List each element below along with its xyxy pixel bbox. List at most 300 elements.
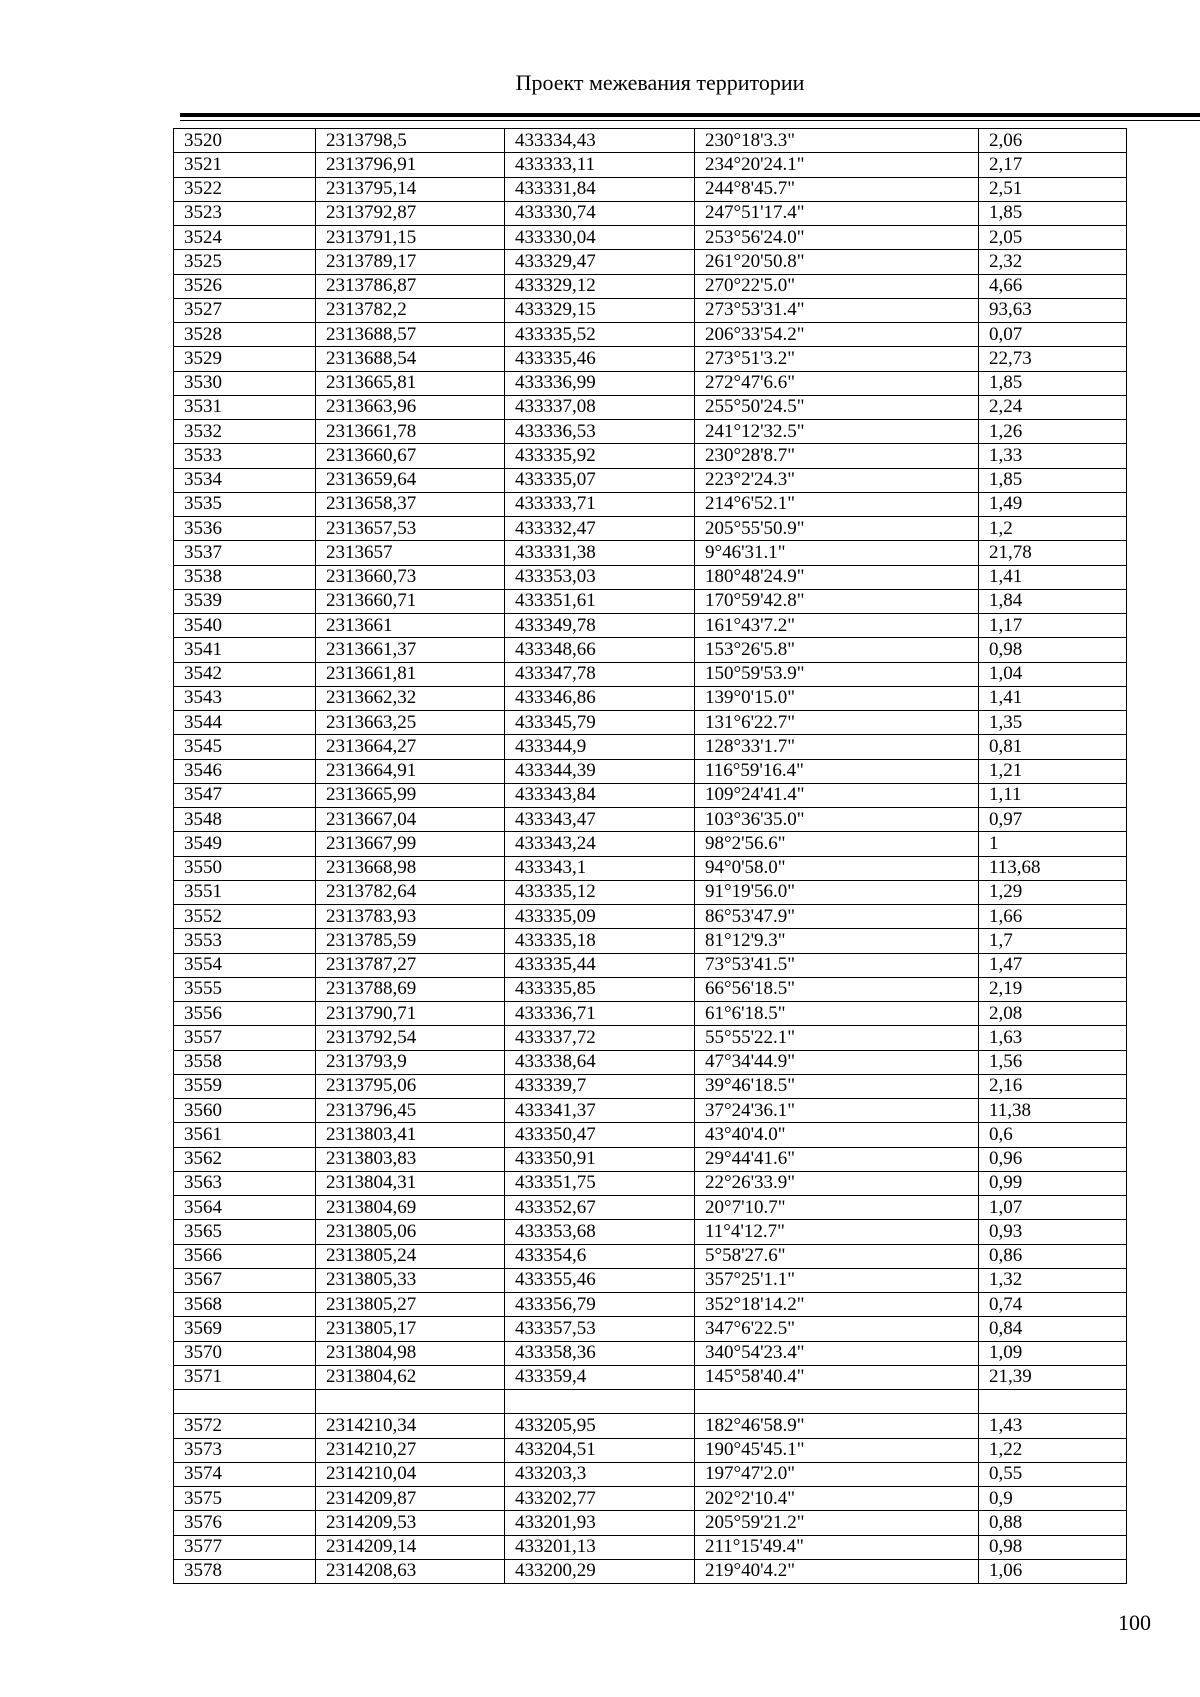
bearing-cell: 247°51'17.4" bbox=[695, 201, 979, 225]
table-row bbox=[174, 298, 1127, 322]
y-coordinate-cell: 433335,44 bbox=[505, 953, 695, 977]
bearing-cell: 47°34'44.9" bbox=[695, 1050, 979, 1074]
x-coordinate-cell: 2313805,17 bbox=[316, 1317, 505, 1341]
bearing-cell: 273°51'3.2" bbox=[695, 347, 979, 371]
x-coordinate-cell: 2314210,04 bbox=[316, 1462, 505, 1486]
x-coordinate-cell: 2314210,34 bbox=[316, 1414, 505, 1438]
y-coordinate-cell: 433343,24 bbox=[505, 832, 695, 856]
x-coordinate-cell: 2313805,27 bbox=[316, 1293, 505, 1317]
table-row bbox=[174, 226, 1127, 250]
point-number-cell: 3522 bbox=[174, 177, 316, 201]
y-coordinate-cell: 433335,52 bbox=[505, 323, 695, 347]
point-number-cell: 3558 bbox=[174, 1050, 316, 1074]
y-coordinate-cell: 433343,1 bbox=[505, 856, 695, 880]
table-row bbox=[174, 1293, 1127, 1317]
distance-cell: 0,86 bbox=[979, 1244, 1127, 1268]
bearing-cell: 261°20'50.8" bbox=[695, 250, 979, 274]
point-number-cell: 3573 bbox=[174, 1438, 316, 1462]
point-number-cell: 3538 bbox=[174, 565, 316, 589]
y-coordinate-cell: 433334,43 bbox=[505, 129, 695, 153]
distance-cell: 1,29 bbox=[979, 880, 1127, 904]
bearing-cell: 202°2'10.4" bbox=[695, 1487, 979, 1511]
point-number-cell: 3536 bbox=[174, 517, 316, 541]
table-row bbox=[174, 274, 1127, 298]
point-number-cell: 3568 bbox=[174, 1293, 316, 1317]
table-row bbox=[174, 1002, 1127, 1026]
point-number-cell: 3554 bbox=[174, 953, 316, 977]
y-coordinate-cell: 433336,71 bbox=[505, 1002, 695, 1026]
x-coordinate-cell: 2313661 bbox=[316, 614, 505, 638]
table-row bbox=[174, 686, 1127, 710]
table-row bbox=[174, 1390, 1127, 1414]
x-coordinate-cell: 2313793,9 bbox=[316, 1050, 505, 1074]
y-coordinate-cell: 433332,47 bbox=[505, 517, 695, 541]
distance-cell: 1,63 bbox=[979, 1026, 1127, 1050]
point-number-cell: 3564 bbox=[174, 1196, 316, 1220]
distance-cell: 0,6 bbox=[979, 1123, 1127, 1147]
y-coordinate-cell: 433344,39 bbox=[505, 759, 695, 783]
x-coordinate-cell: 2313665,99 bbox=[316, 783, 505, 807]
point-number-cell: 3574 bbox=[174, 1462, 316, 1486]
bearing-cell: 205°59'21.2" bbox=[695, 1511, 979, 1535]
y-coordinate-cell: 433335,07 bbox=[505, 468, 695, 492]
y-coordinate-cell: 433333,11 bbox=[505, 153, 695, 177]
x-coordinate-cell: 2314208,63 bbox=[316, 1559, 505, 1583]
bearing-cell: 73°53'41.5" bbox=[695, 953, 979, 977]
bearing-cell: 357°25'1.1" bbox=[695, 1268, 979, 1292]
x-coordinate-cell: 2313688,54 bbox=[316, 347, 505, 371]
y-coordinate-cell: 433329,47 bbox=[505, 250, 695, 274]
page-number: 100 bbox=[1118, 1610, 1151, 1635]
table-row bbox=[174, 1341, 1127, 1365]
distance-cell: 0,81 bbox=[979, 735, 1127, 759]
table-row bbox=[174, 1196, 1127, 1220]
point-number-cell: 3578 bbox=[174, 1559, 316, 1583]
bearing-cell: 255°50'24.5" bbox=[695, 395, 979, 419]
table-row bbox=[174, 492, 1127, 516]
table-row bbox=[174, 1487, 1127, 1511]
table-row bbox=[174, 1220, 1127, 1244]
header-rule-thin bbox=[180, 120, 1200, 121]
distance-cell: 1,41 bbox=[979, 565, 1127, 589]
y-coordinate-cell: 433338,64 bbox=[505, 1050, 695, 1074]
table-row bbox=[174, 1559, 1127, 1583]
y-coordinate-cell: 433344,9 bbox=[505, 735, 695, 759]
point-number-cell: 3526 bbox=[174, 274, 316, 298]
x-coordinate-cell: 2313664,27 bbox=[316, 735, 505, 759]
distance-cell: 1,49 bbox=[979, 492, 1127, 516]
bearing-cell: 241°12'32.5" bbox=[695, 420, 979, 444]
x-coordinate-cell: 2313805,24 bbox=[316, 1244, 505, 1268]
table-row bbox=[174, 662, 1127, 686]
bearing-cell: 66°56'18.5" bbox=[695, 977, 979, 1001]
distance-cell: 2,16 bbox=[979, 1074, 1127, 1098]
bearing-cell: 103°36'35.0" bbox=[695, 808, 979, 832]
table-row bbox=[174, 177, 1127, 201]
distance-cell: 21,39 bbox=[979, 1365, 1127, 1389]
x-coordinate-cell: 2313661,81 bbox=[316, 662, 505, 686]
point-number-cell: 3570 bbox=[174, 1341, 316, 1365]
bearing-cell: 211°15'49.4" bbox=[695, 1535, 979, 1559]
y-coordinate-cell: 433331,84 bbox=[505, 177, 695, 201]
x-coordinate-cell: 2313788,69 bbox=[316, 977, 505, 1001]
x-coordinate-cell: 2313796,91 bbox=[316, 153, 505, 177]
x-coordinate-cell: 2313667,04 bbox=[316, 808, 505, 832]
distance-cell: 4,66 bbox=[979, 274, 1127, 298]
y-coordinate-cell: 433205,95 bbox=[505, 1414, 695, 1438]
x-coordinate-cell: 2313785,59 bbox=[316, 929, 505, 953]
table-row bbox=[174, 1123, 1127, 1147]
x-coordinate-cell: 2314209,87 bbox=[316, 1487, 505, 1511]
x-coordinate-cell: 2313796,45 bbox=[316, 1099, 505, 1123]
y-coordinate-cell: 433201,93 bbox=[505, 1511, 695, 1535]
bearing-cell: 244°8'45.7" bbox=[695, 177, 979, 201]
table-row bbox=[174, 832, 1127, 856]
point-number-cell: 3530 bbox=[174, 371, 316, 395]
y-coordinate-cell: 433203,3 bbox=[505, 1462, 695, 1486]
x-coordinate-cell: 2313795,14 bbox=[316, 177, 505, 201]
bearing-cell: 347°6'22.5" bbox=[695, 1317, 979, 1341]
y-coordinate-cell: 433329,12 bbox=[505, 274, 695, 298]
distance-cell: 0,88 bbox=[979, 1511, 1127, 1535]
point-number-cell bbox=[174, 1390, 316, 1414]
distance-cell: 11,38 bbox=[979, 1099, 1127, 1123]
distance-cell: 2,17 bbox=[979, 153, 1127, 177]
distance-cell: 93,63 bbox=[979, 298, 1127, 322]
point-number-cell: 3551 bbox=[174, 880, 316, 904]
point-number-cell: 3577 bbox=[174, 1535, 316, 1559]
distance-cell: 0,74 bbox=[979, 1293, 1127, 1317]
point-number-cell: 3541 bbox=[174, 638, 316, 662]
point-number-cell: 3575 bbox=[174, 1487, 316, 1511]
point-number-cell: 3566 bbox=[174, 1244, 316, 1268]
x-coordinate-cell: 2313663,96 bbox=[316, 395, 505, 419]
bearing-cell: 182°46'58.9" bbox=[695, 1414, 979, 1438]
distance-cell: 113,68 bbox=[979, 856, 1127, 880]
bearing-cell bbox=[695, 1390, 979, 1414]
table-row bbox=[174, 880, 1127, 904]
table-row bbox=[174, 153, 1127, 177]
table-row bbox=[174, 1317, 1127, 1341]
y-coordinate-cell: 433330,04 bbox=[505, 226, 695, 250]
y-coordinate-cell: 433335,18 bbox=[505, 929, 695, 953]
y-coordinate-cell: 433336,99 bbox=[505, 371, 695, 395]
table-row bbox=[174, 395, 1127, 419]
distance-cell: 1,7 bbox=[979, 929, 1127, 953]
point-number-cell: 3532 bbox=[174, 420, 316, 444]
point-number-cell: 3542 bbox=[174, 662, 316, 686]
x-coordinate-cell: 2313657 bbox=[316, 541, 505, 565]
point-number-cell: 3576 bbox=[174, 1511, 316, 1535]
bearing-cell: 145°58'40.4" bbox=[695, 1365, 979, 1389]
page-title: Проект межевания территории bbox=[515, 70, 805, 95]
table-row bbox=[174, 323, 1127, 347]
table-row bbox=[174, 977, 1127, 1001]
x-coordinate-cell: 2314209,14 bbox=[316, 1535, 505, 1559]
x-coordinate-cell: 2314209,53 bbox=[316, 1511, 505, 1535]
y-coordinate-cell: 433351,75 bbox=[505, 1171, 695, 1195]
bearing-cell: 98°2'56.6" bbox=[695, 832, 979, 856]
x-coordinate-cell: 2313792,87 bbox=[316, 201, 505, 225]
x-coordinate-cell: 2313789,17 bbox=[316, 250, 505, 274]
bearing-cell: 5°58'27.6" bbox=[695, 1244, 979, 1268]
distance-cell: 2,51 bbox=[979, 177, 1127, 201]
x-coordinate-cell: 2313804,98 bbox=[316, 1341, 505, 1365]
distance-cell: 0,93 bbox=[979, 1220, 1127, 1244]
header-rule-thick bbox=[180, 113, 1200, 117]
table-row bbox=[174, 1026, 1127, 1050]
bearing-cell: 61°6'18.5" bbox=[695, 1002, 979, 1026]
distance-cell: 1,04 bbox=[979, 662, 1127, 686]
bearing-cell: 39°46'18.5" bbox=[695, 1074, 979, 1098]
bearing-cell: 190°45'45.1" bbox=[695, 1438, 979, 1462]
point-number-cell: 3543 bbox=[174, 686, 316, 710]
bearing-cell: 153°26'5.8" bbox=[695, 638, 979, 662]
distance-cell: 1,07 bbox=[979, 1196, 1127, 1220]
x-coordinate-cell: 2313665,81 bbox=[316, 371, 505, 395]
distance-cell: 1,21 bbox=[979, 759, 1127, 783]
coordinates-table-body bbox=[174, 129, 1127, 1584]
y-coordinate-cell: 433350,91 bbox=[505, 1147, 695, 1171]
y-coordinate-cell: 433349,78 bbox=[505, 614, 695, 638]
bearing-cell: 37°24'36.1" bbox=[695, 1099, 979, 1123]
table-row bbox=[174, 589, 1127, 613]
table-row bbox=[174, 735, 1127, 759]
point-number-cell: 3555 bbox=[174, 977, 316, 1001]
distance-cell: 2,08 bbox=[979, 1002, 1127, 1026]
distance-cell: 0,99 bbox=[979, 1171, 1127, 1195]
table-row bbox=[174, 929, 1127, 953]
x-coordinate-cell: 2313795,06 bbox=[316, 1074, 505, 1098]
bearing-cell: 109°24'41.4" bbox=[695, 783, 979, 807]
y-coordinate-cell: 433351,61 bbox=[505, 589, 695, 613]
distance-cell: 1,47 bbox=[979, 953, 1127, 977]
point-number-cell: 3544 bbox=[174, 711, 316, 735]
x-coordinate-cell: 2313667,99 bbox=[316, 832, 505, 856]
point-number-cell: 3527 bbox=[174, 298, 316, 322]
distance-cell bbox=[979, 1390, 1127, 1414]
table-row bbox=[174, 129, 1127, 153]
y-coordinate-cell bbox=[505, 1390, 695, 1414]
x-coordinate-cell: 2313663,25 bbox=[316, 711, 505, 735]
x-coordinate-cell: 2313658,37 bbox=[316, 492, 505, 516]
table-row bbox=[174, 1365, 1127, 1389]
x-coordinate-cell: 2313661,78 bbox=[316, 420, 505, 444]
x-coordinate-cell: 2313798,5 bbox=[316, 129, 505, 153]
table-row bbox=[174, 1074, 1127, 1098]
y-coordinate-cell: 433353,68 bbox=[505, 1220, 695, 1244]
point-number-cell: 3546 bbox=[174, 759, 316, 783]
x-coordinate-cell: 2313804,62 bbox=[316, 1365, 505, 1389]
point-number-cell: 3563 bbox=[174, 1171, 316, 1195]
point-number-cell: 3545 bbox=[174, 735, 316, 759]
point-number-cell: 3561 bbox=[174, 1123, 316, 1147]
table-row bbox=[174, 371, 1127, 395]
distance-cell: 1,17 bbox=[979, 614, 1127, 638]
bearing-cell: 180°48'24.9" bbox=[695, 565, 979, 589]
table-row bbox=[174, 856, 1127, 880]
bearing-cell: 20°7'10.7" bbox=[695, 1196, 979, 1220]
table-row bbox=[174, 1147, 1127, 1171]
x-coordinate-cell bbox=[316, 1390, 505, 1414]
x-coordinate-cell: 2313804,69 bbox=[316, 1196, 505, 1220]
x-coordinate-cell: 2313805,06 bbox=[316, 1220, 505, 1244]
x-coordinate-cell: 2313782,64 bbox=[316, 880, 505, 904]
table-row bbox=[174, 759, 1127, 783]
table-row bbox=[174, 1535, 1127, 1559]
bearing-cell: 9°46'31.1" bbox=[695, 541, 979, 565]
bearing-cell: 150°59'53.9" bbox=[695, 662, 979, 686]
y-coordinate-cell: 433329,15 bbox=[505, 298, 695, 322]
distance-cell: 1,26 bbox=[979, 420, 1127, 444]
table-row bbox=[174, 420, 1127, 444]
point-number-cell: 3553 bbox=[174, 929, 316, 953]
bearing-cell: 91°19'56.0" bbox=[695, 880, 979, 904]
y-coordinate-cell: 433357,53 bbox=[505, 1317, 695, 1341]
x-coordinate-cell: 2313786,87 bbox=[316, 274, 505, 298]
table-row bbox=[174, 1050, 1127, 1074]
bearing-cell: 86°53'47.9" bbox=[695, 905, 979, 929]
distance-cell: 1,85 bbox=[979, 201, 1127, 225]
distance-cell: 1,35 bbox=[979, 711, 1127, 735]
bearing-cell: 55°55'22.1" bbox=[695, 1026, 979, 1050]
table-row bbox=[174, 347, 1127, 371]
y-coordinate-cell: 433339,7 bbox=[505, 1074, 695, 1098]
distance-cell: 22,73 bbox=[979, 347, 1127, 371]
x-coordinate-cell: 2313659,64 bbox=[316, 468, 505, 492]
x-coordinate-cell: 2313660,67 bbox=[316, 444, 505, 468]
y-coordinate-cell: 433355,46 bbox=[505, 1268, 695, 1292]
bearing-cell: 197°47'2.0" bbox=[695, 1462, 979, 1486]
point-number-cell: 3547 bbox=[174, 783, 316, 807]
point-number-cell: 3521 bbox=[174, 153, 316, 177]
y-coordinate-cell: 433352,67 bbox=[505, 1196, 695, 1220]
point-number-cell: 3548 bbox=[174, 808, 316, 832]
point-number-cell: 3535 bbox=[174, 492, 316, 516]
point-number-cell: 3567 bbox=[174, 1268, 316, 1292]
point-number-cell: 3523 bbox=[174, 201, 316, 225]
table-row bbox=[174, 1438, 1127, 1462]
distance-cell: 1,84 bbox=[979, 589, 1127, 613]
x-coordinate-cell: 2313668,98 bbox=[316, 856, 505, 880]
y-coordinate-cell: 433353,03 bbox=[505, 565, 695, 589]
distance-cell: 1,09 bbox=[979, 1341, 1127, 1365]
y-coordinate-cell: 433201,13 bbox=[505, 1535, 695, 1559]
table-row bbox=[174, 444, 1127, 468]
distance-cell: 1,22 bbox=[979, 1438, 1127, 1462]
y-coordinate-cell: 433358,36 bbox=[505, 1341, 695, 1365]
point-number-cell: 3571 bbox=[174, 1365, 316, 1389]
distance-cell: 0,98 bbox=[979, 638, 1127, 662]
y-coordinate-cell: 433345,79 bbox=[505, 711, 695, 735]
y-coordinate-cell: 433350,47 bbox=[505, 1123, 695, 1147]
y-coordinate-cell: 433330,74 bbox=[505, 201, 695, 225]
table-row bbox=[174, 1268, 1127, 1292]
distance-cell: 1,11 bbox=[979, 783, 1127, 807]
distance-cell: 1,85 bbox=[979, 371, 1127, 395]
distance-cell: 0,98 bbox=[979, 1535, 1127, 1559]
x-coordinate-cell: 2313792,54 bbox=[316, 1026, 505, 1050]
table-row bbox=[174, 517, 1127, 541]
y-coordinate-cell: 433335,92 bbox=[505, 444, 695, 468]
x-coordinate-cell: 2313783,93 bbox=[316, 905, 505, 929]
table-row bbox=[174, 201, 1127, 225]
y-coordinate-cell: 433333,71 bbox=[505, 492, 695, 516]
distance-cell: 21,78 bbox=[979, 541, 1127, 565]
y-coordinate-cell: 433335,09 bbox=[505, 905, 695, 929]
y-coordinate-cell: 433335,46 bbox=[505, 347, 695, 371]
bearing-cell: 219°40'4.2" bbox=[695, 1559, 979, 1583]
y-coordinate-cell: 433348,66 bbox=[505, 638, 695, 662]
point-number-cell: 3529 bbox=[174, 347, 316, 371]
table-row bbox=[174, 808, 1127, 832]
point-number-cell: 3550 bbox=[174, 856, 316, 880]
distance-cell: 0,07 bbox=[979, 323, 1127, 347]
y-coordinate-cell: 433200,29 bbox=[505, 1559, 695, 1583]
distance-cell: 1,43 bbox=[979, 1414, 1127, 1438]
point-number-cell: 3525 bbox=[174, 250, 316, 274]
x-coordinate-cell: 2313790,71 bbox=[316, 1002, 505, 1026]
distance-cell: 1,06 bbox=[979, 1559, 1127, 1583]
coordinates-table bbox=[173, 128, 1127, 1584]
table-row bbox=[174, 614, 1127, 638]
table-row bbox=[174, 1414, 1127, 1438]
bearing-cell: 81°12'9.3" bbox=[695, 929, 979, 953]
x-coordinate-cell: 2313661,37 bbox=[316, 638, 505, 662]
table-row bbox=[174, 1511, 1127, 1535]
distance-cell: 1,2 bbox=[979, 517, 1127, 541]
table-row bbox=[174, 468, 1127, 492]
table-row bbox=[174, 1171, 1127, 1195]
distance-cell: 1,66 bbox=[979, 905, 1127, 929]
bearing-cell: 139°0'15.0" bbox=[695, 686, 979, 710]
bearing-cell: 206°33'54.2" bbox=[695, 323, 979, 347]
bearing-cell: 273°53'31.4" bbox=[695, 298, 979, 322]
table-row bbox=[174, 1244, 1127, 1268]
bearing-cell: 230°18'3.3" bbox=[695, 129, 979, 153]
distance-cell: 2,05 bbox=[979, 226, 1127, 250]
bearing-cell: 223°2'24.3" bbox=[695, 468, 979, 492]
bearing-cell: 128°33'1.7" bbox=[695, 735, 979, 759]
y-coordinate-cell: 433331,38 bbox=[505, 541, 695, 565]
bearing-cell: 43°40'4.0" bbox=[695, 1123, 979, 1147]
x-coordinate-cell: 2313805,33 bbox=[316, 1268, 505, 1292]
y-coordinate-cell: 433335,85 bbox=[505, 977, 695, 1001]
y-coordinate-cell: 433359,4 bbox=[505, 1365, 695, 1389]
distance-cell: 1,33 bbox=[979, 444, 1127, 468]
point-number-cell: 3534 bbox=[174, 468, 316, 492]
x-coordinate-cell: 2313803,83 bbox=[316, 1147, 505, 1171]
bearing-cell: 116°59'16.4" bbox=[695, 759, 979, 783]
bearing-cell: 161°43'7.2" bbox=[695, 614, 979, 638]
distance-cell: 2,24 bbox=[979, 395, 1127, 419]
y-coordinate-cell: 433347,78 bbox=[505, 662, 695, 686]
x-coordinate-cell: 2313803,41 bbox=[316, 1123, 505, 1147]
point-number-cell: 3537 bbox=[174, 541, 316, 565]
x-coordinate-cell: 2313664,91 bbox=[316, 759, 505, 783]
y-coordinate-cell: 433356,79 bbox=[505, 1293, 695, 1317]
table-row bbox=[174, 250, 1127, 274]
y-coordinate-cell: 433341,37 bbox=[505, 1099, 695, 1123]
point-number-cell: 3528 bbox=[174, 323, 316, 347]
table-row bbox=[174, 638, 1127, 662]
x-coordinate-cell: 2313791,15 bbox=[316, 226, 505, 250]
x-coordinate-cell: 2313804,31 bbox=[316, 1171, 505, 1195]
bearing-cell: 272°47'6.6" bbox=[695, 371, 979, 395]
table-row bbox=[174, 711, 1127, 735]
point-number-cell: 3524 bbox=[174, 226, 316, 250]
table-row bbox=[174, 565, 1127, 589]
